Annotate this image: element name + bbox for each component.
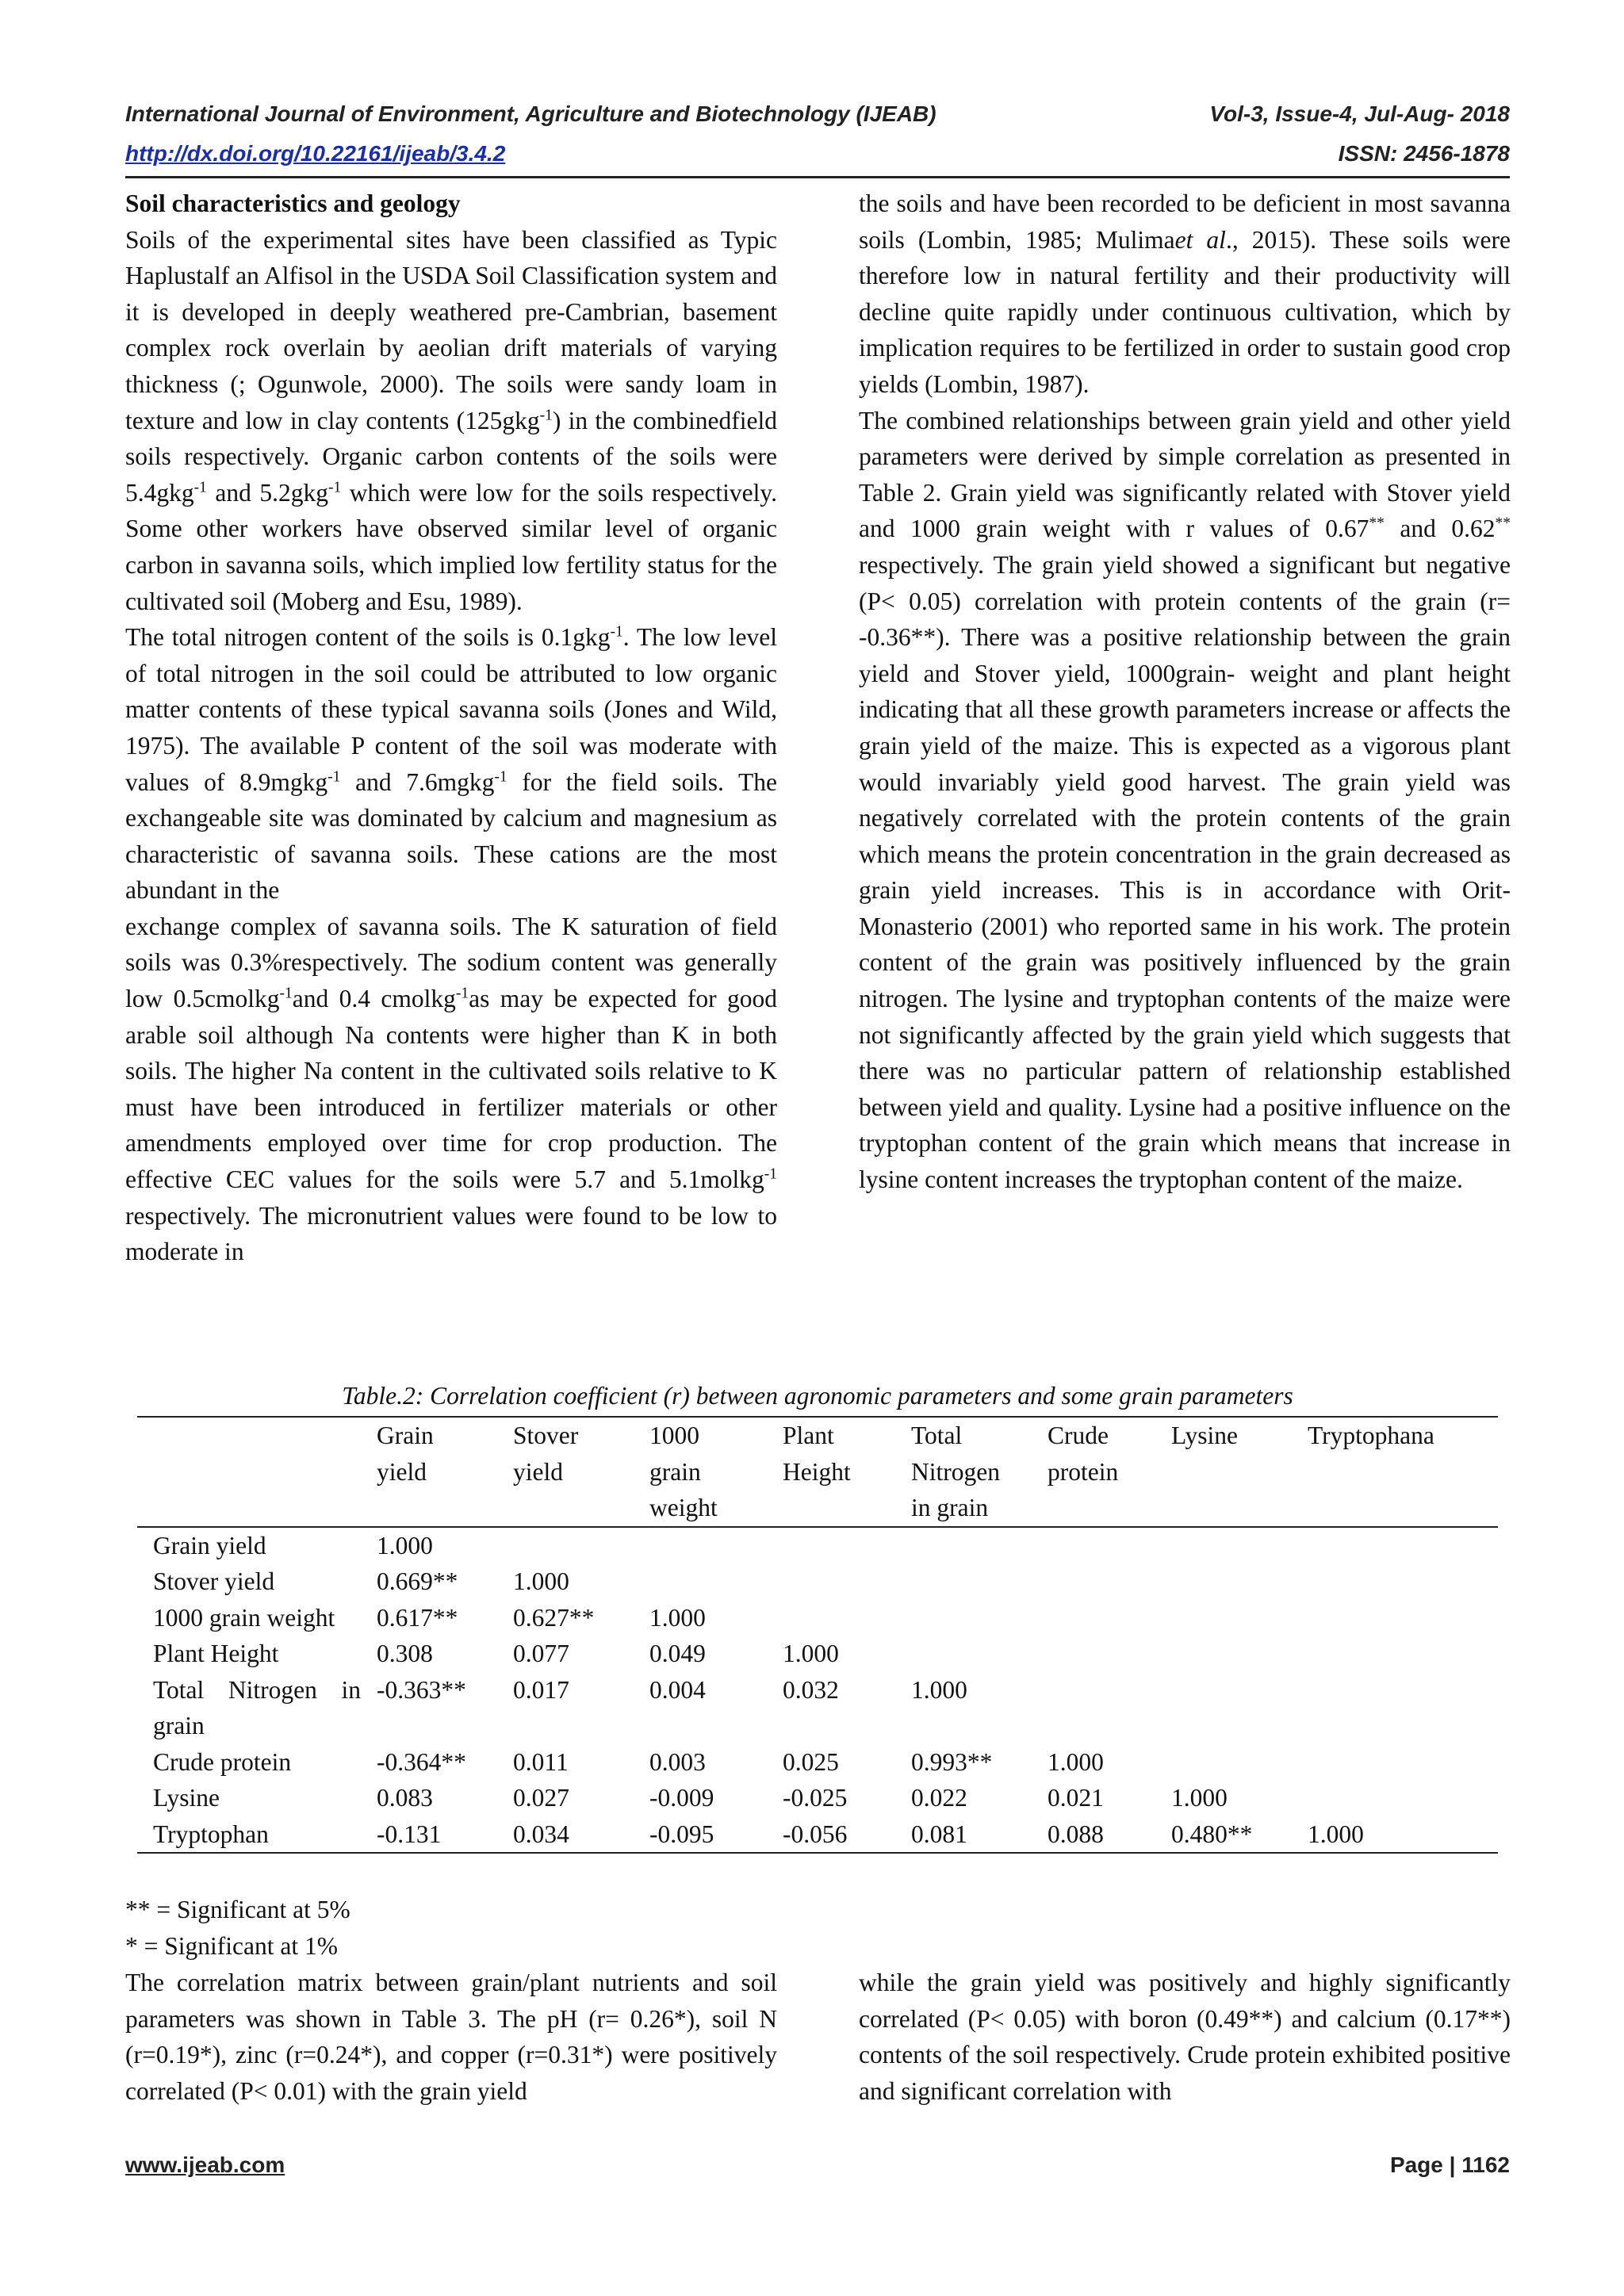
table-cell: 0.081 [911, 1820, 967, 1848]
table-cell [634, 1563, 767, 1600]
table-cell [767, 1600, 895, 1636]
table-cell: 0.993** [911, 1747, 993, 1776]
table-cell: 1.000 [377, 1531, 433, 1559]
table-row [137, 1527, 1498, 1564]
table-cell [1155, 1600, 1292, 1636]
table-notes [125, 1892, 350, 1964]
row-label: Crude protein [153, 1747, 292, 1776]
header-rule [125, 176, 1510, 178]
paragraph-soil-classification: Soils of the experimental sites have been classified as Typic Haplustalf an Alfisol in the USDA Soil Classification system and it is developed in deeply weathered pre-Cambrian, basement complex rock overlain by aeolian drift materials of varying thickness (; Ogunwole, 2000). The soils were sandy loam in texture and low in clay contents (125gkg$^{-1}$) in the combinedfield soils respectively. Organic carbon contents of the soils were 5.4gkg$^{-1}$ and 5.2gkg$^{-1}$ which were low for the soils respectively. Some other workers have observed similar level of organic carbon in savanna soils, which implied low fertility status for the cultivated soil (Moberg and Esu, 1989). [125, 225, 777, 615]
table-cell: 1.000 [783, 1640, 839, 1667]
table-row [137, 1600, 1498, 1636]
table-cell [497, 1527, 634, 1564]
table-cell [1155, 1672, 1292, 1744]
table-header-row [137, 1417, 1498, 1527]
row-label: Tryptophan [153, 1820, 269, 1848]
table-row [137, 1816, 1498, 1854]
table-cell [1032, 1527, 1155, 1564]
issn: ISSN: 2456-1878 [1338, 141, 1510, 166]
table-row [137, 1744, 1498, 1781]
table-cell: 1.000 [1171, 1784, 1228, 1812]
table-cell [767, 1563, 895, 1600]
paragraph-deficient-soils: the soils and have been recorded to be deficient in most savanna soils (Lombin, 1985; Mulimaet al., 2015). These soils were therefore low in natural fertility and their productivity will decline quite rapidly under continuous cultivation, which by implication requires to be fertilized in order to sustain good crop yields (Lombin, 1987). [859, 189, 1511, 398]
journal-title: International Journal of Environment, Agriculture and Biotechnology (IJEAB) [125, 101, 936, 126]
table-cell [1032, 1672, 1155, 1744]
table-cell [1292, 1600, 1498, 1636]
table-cell: 0.025 [783, 1747, 839, 1776]
table-cell: 0.021 [1048, 1784, 1104, 1812]
doi-link[interactable]: http://dx.doi.org/10.22161/ijeab/3.4.2 [125, 141, 506, 166]
table-cell: 0.088 [1048, 1820, 1104, 1848]
row-label: 1000 grain weight [153, 1603, 335, 1632]
table-cell [1155, 1563, 1292, 1600]
table-cell: -0.131 [377, 1820, 442, 1848]
left-column [125, 186, 777, 1270]
table-cell [1032, 1563, 1155, 1600]
table-cell [1292, 1636, 1498, 1672]
table-cell: 0.617** [377, 1603, 458, 1632]
website-link[interactable]: www.ijeab.com [125, 2152, 285, 2177]
table-cell [1155, 1636, 1292, 1672]
header-cell: Grain yield [377, 1422, 434, 1486]
table-cell [1292, 1672, 1498, 1744]
table-cell: -0.009 [649, 1784, 714, 1812]
table-cell [634, 1527, 767, 1564]
header-cell: Crude protein [1048, 1422, 1119, 1486]
table-cell: 1.000 [1308, 1820, 1364, 1848]
right-column [859, 186, 1511, 1198]
table-cell: 0.017 [513, 1675, 569, 1704]
table-cell: 0.480** [1171, 1820, 1253, 1848]
table-cell: 0.083 [377, 1784, 433, 1812]
note-significance-5: ** = Significant at 5% [125, 1896, 350, 1923]
table-caption: Table.2: Correlation coefficient (r) between agronomic parameters and some grain parameters [342, 1382, 1293, 1410]
table-cell: 1.000 [1048, 1747, 1104, 1776]
header-cell: Stover yield [513, 1422, 579, 1486]
table-cell [1292, 1780, 1498, 1816]
table-cell [1292, 1744, 1498, 1781]
table-cell: -0.056 [783, 1820, 848, 1848]
table-row [137, 1780, 1498, 1816]
table-cell [1032, 1600, 1155, 1636]
section-heading: Soil characteristics and geology [125, 189, 461, 217]
table-cell: -0.095 [649, 1820, 714, 1848]
table-cell: -0.364** [377, 1747, 466, 1776]
table-cell: 0.077 [513, 1640, 569, 1667]
header-cell: Lysine [1171, 1422, 1238, 1449]
table-cell: 0.022 [911, 1784, 967, 1812]
table-row [137, 1563, 1498, 1600]
volume-info: Vol-3, Issue-4, Jul-Aug- 2018 [1209, 101, 1510, 126]
table-cell: 0.032 [783, 1675, 839, 1704]
table-cell: 1.000 [911, 1675, 967, 1704]
note-significance-1: * = Significant at 1% [125, 1931, 338, 1960]
paragraph-correlation: The combined relationships between grain yield and other yield parameters were derived by simple correlation as presented in Table 2. Grain yield was significantly related with Stover yield and 1000 grain weight with r values of 0.67** and 0.62** respectively. The grain yield showed a significant but negative (P< 0.05) correlation with protein contents of the grain (r= -0.36**). There was a positive relationship between the grain yield and Stover yield, 1000grain- weight and plant height indicating that all these growth parameters increase or affects the grain yield of the maize. This is expected as a vigorous plant would invariably yield good harvest. The grain yield was negatively correlated with the protein contents of the grain which means the protein concentration in the grain decreased as grain yield increases. This is in accordance with Orit- Monasterio (2001) who reported same in his work. The protein content of the grain was positively influenced by the grain nitrogen. The lysine and tryptophan contents of the maize were not significantly affected by the grain yield which suggests that there was no particular pattern of relationship established between yield and quality. Lysine had a positive influence on the tryptophan content of the grain which means that increase in lysine content increases the tryptophan content of the maize. [859, 406, 1511, 1194]
table-cell [1032, 1636, 1155, 1672]
correlation-table [137, 1416, 1498, 1854]
table-cell: 0.027 [513, 1784, 569, 1812]
table-cell [895, 1600, 1032, 1636]
header-cell: 1000 grain weight [649, 1422, 718, 1521]
paragraph-exchange-complex: exchange complex of savanna soils. The K saturation of field soils was 0.3%respectively. The sodium content was generally low 0.5cmolkg$^{-1}$and 0.4 cmolkg$^{-1}$as may be expected for good arable soil although Na contents were higher than K in both soils. The higher Na content in the cultivated soils relative to K must have been introduced in fertilizer materials or other amendments employed over time for crop production. The effective CEC values for the soils were 5.7 and 5.1molkg$^{-1}$ respectively. The micronutrient values were found to be low to moderate in [125, 912, 777, 1266]
row-label: Total Nitrogen in grain [153, 1675, 361, 1739]
table-row [137, 1636, 1498, 1672]
table-cell: 0.627** [513, 1603, 595, 1632]
header-cell: Total Nitrogen in grain [911, 1422, 1000, 1521]
table-cell [1155, 1527, 1292, 1564]
table-cell [1292, 1563, 1498, 1600]
table-cell: 0.669** [377, 1567, 458, 1595]
row-label: Lysine [153, 1784, 220, 1812]
table-cell: 1.000 [513, 1567, 569, 1595]
row-label: Grain yield [153, 1531, 266, 1559]
table-cell: 0.308 [377, 1640, 433, 1667]
table-cell: 0.034 [513, 1820, 569, 1848]
header-cell: Plant Height [783, 1422, 851, 1486]
table-cell: 0.011 [513, 1747, 569, 1776]
table-cell: 0.003 [649, 1747, 706, 1776]
table-cell: 0.049 [649, 1640, 706, 1667]
row-label: Plant Height [153, 1640, 279, 1667]
table-cell: -0.025 [783, 1784, 848, 1812]
table-cell [895, 1527, 1032, 1564]
paragraph-nitrogen: The total nitrogen content of the soils is 0.1gkg$^{-1}$. The low level of total nitrogen in the soil could be attributed to low organic matter contents of these typical savanna soils (Jones and Wild, 1975). The available P content of the soil was moderate with values of 8.9mgkg$^{-1}$ and 7.6mgkg$^{-1}$ for the field soils. The exchangeable site was dominated by calcium and magnesium as characteristic of savanna soils. These cations are the most abundant in the [125, 623, 778, 905]
table-cell [895, 1636, 1032, 1672]
table-cell: 1.000 [649, 1603, 706, 1632]
table-row [137, 1672, 1498, 1744]
table-cell [1292, 1527, 1498, 1564]
page-number: Page | 1162 [1389, 2152, 1510, 2177]
bottom-right-paragraph: while the grain yield was positively and highly significantly correlated (P< 0.05) with boron (0.49**) and calcium (0.17**) contents of the soil respectively. Crude protein exhibited positive and significant correlation with [859, 1969, 1511, 2105]
bottom-left-paragraph: The correlation matrix between grain/plant nutrients and soil parameters was shown in Table 3. The pH (r= 0.26*), soil N (r=0.19*), zinc (r=0.24*), and copper (r=0.31*) were positively correlated (P< 0.01) with the grain yield [125, 1969, 777, 2105]
table-cell: -0.363** [377, 1675, 466, 1704]
header-cell [137, 1417, 361, 1527]
table-cell [895, 1563, 1032, 1600]
header-cell: Tryptophana [1308, 1422, 1434, 1449]
row-label: Stover yield [153, 1567, 275, 1595]
table-cell [1155, 1744, 1292, 1781]
table-cell: 0.004 [649, 1675, 706, 1704]
table-cell [767, 1527, 895, 1564]
